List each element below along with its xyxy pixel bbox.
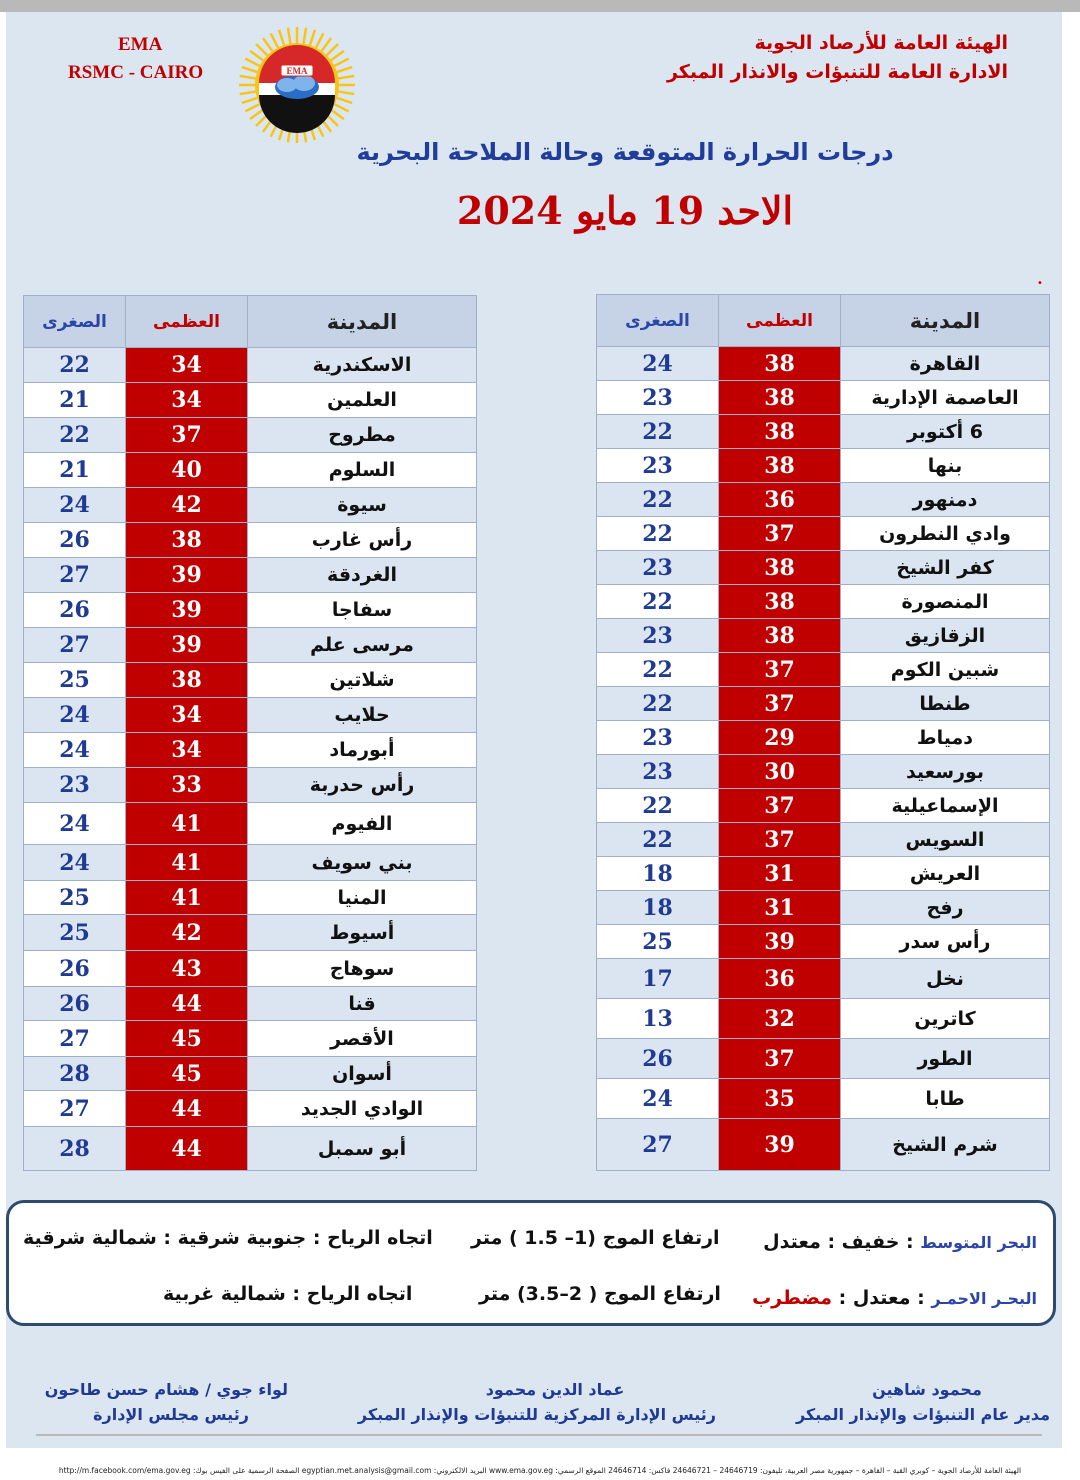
- max-temp-cell: 38: [719, 585, 841, 619]
- min-temp-cell: 22: [24, 418, 126, 453]
- red-wave-height: ارتفاع الموج ( 2–3.5) متر: [479, 1283, 721, 1305]
- table-row: [24, 987, 477, 1021]
- min-temp-cell: 18: [597, 891, 719, 925]
- max-temp-cell: 39: [126, 628, 248, 663]
- min-temp-cell: 27: [24, 1091, 126, 1127]
- min-temp-cell: 22: [597, 789, 719, 823]
- max-temp-cell: 38: [719, 347, 841, 381]
- table-row: [597, 755, 1050, 789]
- max-temp-cell: 31: [719, 857, 841, 891]
- table-row: [24, 881, 477, 915]
- max-temp-cell: 41: [126, 881, 248, 915]
- min-temp-cell: 28: [24, 1127, 126, 1171]
- min-temp-cell: 24: [24, 698, 126, 733]
- city-cell: المنصورة: [841, 585, 1050, 619]
- max-temp-cell: 39: [126, 558, 248, 593]
- table-row: [597, 823, 1050, 857]
- city-cell: الإسماعيلية: [841, 789, 1050, 823]
- max-temp-cell: 32: [719, 999, 841, 1039]
- min-temp-cell: 23: [24, 768, 126, 803]
- min-temp-cell: 25: [24, 915, 126, 951]
- city-cell: بنها: [841, 449, 1050, 483]
- col-header-max: العظمى: [126, 296, 248, 348]
- city-cell: سفاجا: [248, 593, 477, 628]
- table-row: [24, 663, 477, 698]
- max-temp-cell: 37: [719, 823, 841, 857]
- max-temp-cell: 37: [719, 1039, 841, 1079]
- city-cell: شرم الشيخ: [841, 1119, 1050, 1171]
- city-cell: كاترين: [841, 999, 1050, 1039]
- max-temp-cell: 34: [126, 348, 248, 383]
- max-temp-cell: 34: [126, 383, 248, 418]
- max-temp-cell: 41: [126, 845, 248, 881]
- max-temp-cell: 44: [126, 1127, 248, 1171]
- min-temp-cell: 22: [597, 687, 719, 721]
- table-row: [24, 558, 477, 593]
- table-row: [24, 1091, 477, 1127]
- city-cell: دمياط: [841, 721, 1050, 755]
- med-sea-label: البحر المتوسط: [920, 1233, 1037, 1252]
- table-row: [597, 347, 1050, 381]
- city-cell: حلايب: [248, 698, 477, 733]
- city-cell: وادي النطرون: [841, 517, 1050, 551]
- right-temperature-table: [596, 294, 1050, 1171]
- table-row: [24, 1057, 477, 1091]
- max-temp-cell: 38: [719, 449, 841, 483]
- min-temp-cell: 21: [24, 453, 126, 488]
- city-cell: سيوة: [248, 488, 477, 523]
- table-row: [24, 1021, 477, 1057]
- city-cell: القاهرة: [841, 347, 1050, 381]
- max-temp-cell: 37: [126, 418, 248, 453]
- min-temp-cell: 25: [597, 925, 719, 959]
- city-cell: رأس سدر: [841, 925, 1050, 959]
- max-temp-cell: 43: [126, 951, 248, 987]
- red-sea-label: البحـر الاحمـر: [931, 1289, 1037, 1308]
- min-temp-cell: 27: [597, 1119, 719, 1171]
- signature-director-title: مدير عام التنبؤات والإنذار المبكر: [795, 1405, 1050, 1424]
- max-temp-cell: 29: [719, 721, 841, 755]
- max-temp-cell: 35: [719, 1079, 841, 1119]
- signature-head-title: رئيس الإدارة المركزية للتنبؤات والإنذار المبكر: [357, 1405, 716, 1424]
- table-row: [597, 551, 1050, 585]
- sea-state-box: [6, 1200, 1056, 1326]
- min-temp-cell: 22: [597, 517, 719, 551]
- col-header-max: العظمى: [719, 295, 841, 347]
- city-cell: سوهاج: [248, 951, 477, 987]
- table-row: [597, 585, 1050, 619]
- signature-chairman-name: لواء جوي / هشام حسن طاحون: [44, 1380, 288, 1399]
- footer-contact: الهيئة العامة للأرصاد الجوية – كوبري القبة – القاهرة – جمهورية مصر العربية، تليفون: 24646719 – 24646721 فاكس: 24646714 الموقع الرسمي: www.ema.gov.eg البريد الالكتروني: egyptian.met.analysis@gmail.com الصفحة الرسمية على الفيس بوك: http://m.facebook.com/ema.gov.eg: [58, 1466, 1022, 1475]
- table-row: [24, 698, 477, 733]
- forecast-date: الاحد 19 مايو 2024: [456, 188, 794, 233]
- table-row: [24, 845, 477, 881]
- min-temp-cell: 24: [24, 803, 126, 845]
- table-row: [24, 453, 477, 488]
- city-cell: الاسكندرية: [248, 348, 477, 383]
- min-temp-cell: 13: [597, 999, 719, 1039]
- table-row: [597, 381, 1050, 415]
- table-row: [24, 803, 477, 845]
- min-temp-cell: 24: [597, 1079, 719, 1119]
- table-row: [597, 415, 1050, 449]
- min-temp-cell: 21: [24, 383, 126, 418]
- table-row: [597, 653, 1050, 687]
- table-row: [24, 1127, 477, 1171]
- authority-name: الهيئة العامة للأرصاد الجوية: [754, 32, 1008, 54]
- department-name: الادارة العامة للتنبؤات والانذار المبكر: [666, 61, 1008, 83]
- city-cell: الغردقة: [248, 558, 477, 593]
- city-cell: الوادي الجديد: [248, 1091, 477, 1127]
- min-temp-cell: 28: [24, 1057, 126, 1091]
- min-temp-cell: 24: [24, 733, 126, 768]
- med-sea-row: [763, 1231, 1037, 1253]
- table-row: [597, 857, 1050, 891]
- max-temp-cell: 42: [126, 488, 248, 523]
- max-temp-cell: 39: [719, 925, 841, 959]
- city-cell: الفيوم: [248, 803, 477, 845]
- ema-logo: [237, 25, 357, 145]
- city-cell: الطور: [841, 1039, 1050, 1079]
- max-temp-cell: 39: [126, 593, 248, 628]
- red-sea-state-rough: مضطرب: [752, 1287, 832, 1309]
- table-row: [24, 628, 477, 663]
- max-temp-cell: 38: [719, 551, 841, 585]
- min-temp-cell: 27: [24, 1021, 126, 1057]
- table-row: [24, 383, 477, 418]
- city-cell: شلاتين: [248, 663, 477, 698]
- min-temp-cell: 22: [597, 585, 719, 619]
- city-cell: رأس غارب: [248, 523, 477, 558]
- city-cell: السويس: [841, 823, 1050, 857]
- table-row: [597, 721, 1050, 755]
- col-header-min: الصغرى: [24, 296, 126, 348]
- table-row: [597, 687, 1050, 721]
- table-row: [597, 959, 1050, 999]
- city-cell: دمنهور: [841, 483, 1050, 517]
- min-temp-cell: 27: [24, 558, 126, 593]
- max-temp-cell: 38: [719, 381, 841, 415]
- max-temp-cell: 36: [719, 483, 841, 517]
- max-temp-cell: 45: [126, 1057, 248, 1091]
- min-temp-cell: 23: [597, 721, 719, 755]
- min-temp-cell: 17: [597, 959, 719, 999]
- table-row: [597, 891, 1050, 925]
- signature-head-name: عماد الدين محمود: [485, 1380, 625, 1399]
- city-cell: أبو سمبل: [248, 1127, 477, 1171]
- table-row: [24, 348, 477, 383]
- min-temp-cell: 22: [24, 348, 126, 383]
- small-dot: •: [1037, 278, 1043, 289]
- max-temp-cell: 38: [126, 663, 248, 698]
- min-temp-cell: 26: [24, 987, 126, 1021]
- med-wave-height: ارتفاع الموج (1– 1.5 ) متر: [471, 1227, 720, 1249]
- table-header-row: [24, 296, 477, 348]
- signature-director-name: محمود شاهين: [872, 1380, 982, 1399]
- signature-chairman-title: رئيس مجلس الإدارة: [93, 1405, 249, 1424]
- city-cell: أبورماد: [248, 733, 477, 768]
- min-temp-cell: 26: [24, 593, 126, 628]
- min-temp-cell: 25: [24, 663, 126, 698]
- city-cell: أسوان: [248, 1057, 477, 1091]
- max-temp-cell: 34: [126, 733, 248, 768]
- left-temperature-table: [23, 295, 477, 1171]
- table-row: [597, 449, 1050, 483]
- city-cell: قنا: [248, 987, 477, 1021]
- city-cell: العريش: [841, 857, 1050, 891]
- table-row: [24, 951, 477, 987]
- max-temp-cell: 38: [719, 415, 841, 449]
- med-sea-state: : خفيف : معتدل: [763, 1231, 914, 1253]
- min-temp-cell: 26: [24, 951, 126, 987]
- table-row: [24, 418, 477, 453]
- med-wind-direction: اتجاه الرياح : جنوبية شرقية : شمالية شرقية: [23, 1227, 433, 1249]
- city-cell: كفر الشيخ: [841, 551, 1050, 585]
- city-cell: بورسعيد: [841, 755, 1050, 789]
- max-temp-cell: 36: [719, 959, 841, 999]
- min-temp-cell: 24: [24, 488, 126, 523]
- city-cell: شبين الكوم: [841, 653, 1050, 687]
- rsmc-label: RSMC - CAIRO: [68, 62, 204, 83]
- min-temp-cell: 22: [597, 483, 719, 517]
- table-row: [597, 1039, 1050, 1079]
- table-row: [597, 925, 1050, 959]
- table-row: [24, 915, 477, 951]
- city-cell: مطروح: [248, 418, 477, 453]
- col-header-city: المدينة: [841, 295, 1050, 347]
- table-row: [24, 488, 477, 523]
- max-temp-cell: 31: [719, 891, 841, 925]
- max-temp-cell: 42: [126, 915, 248, 951]
- city-cell: العاصمة الإدارية: [841, 381, 1050, 415]
- max-temp-cell: 37: [719, 687, 841, 721]
- max-temp-cell: 37: [719, 517, 841, 551]
- min-temp-cell: 23: [597, 755, 719, 789]
- max-temp-cell: 37: [719, 653, 841, 687]
- max-temp-cell: 38: [126, 523, 248, 558]
- table-header-row: [597, 295, 1050, 347]
- red-sea-state: : معتدل :: [838, 1287, 925, 1309]
- city-cell: رفح: [841, 891, 1050, 925]
- min-temp-cell: 23: [597, 381, 719, 415]
- max-temp-cell: 37: [719, 789, 841, 823]
- city-cell: رأس حدربة: [248, 768, 477, 803]
- min-temp-cell: 25: [24, 881, 126, 915]
- max-temp-cell: 39: [719, 1119, 841, 1171]
- city-cell: أسيوط: [248, 915, 477, 951]
- table-row: [597, 789, 1050, 823]
- min-temp-cell: 18: [597, 857, 719, 891]
- logo-text: EMA: [286, 66, 308, 76]
- max-temp-cell: 33: [126, 768, 248, 803]
- table-row: [24, 593, 477, 628]
- table-row: [597, 1079, 1050, 1119]
- table-row: [597, 999, 1050, 1039]
- min-temp-cell: 24: [24, 845, 126, 881]
- city-cell: المنيا: [248, 881, 477, 915]
- min-temp-cell: 26: [24, 523, 126, 558]
- city-cell: 6 أكتوبر: [841, 415, 1050, 449]
- max-temp-cell: 38: [719, 619, 841, 653]
- red-wind-direction: اتجاه الرياح : شمالية غربية: [163, 1283, 413, 1305]
- max-temp-cell: 40: [126, 453, 248, 488]
- footer-divider: [36, 1434, 1042, 1436]
- max-temp-cell: 44: [126, 1091, 248, 1127]
- min-temp-cell: 22: [597, 415, 719, 449]
- min-temp-cell: 27: [24, 628, 126, 663]
- min-temp-cell: 23: [597, 619, 719, 653]
- city-cell: الزقازيق: [841, 619, 1050, 653]
- table-row: [24, 768, 477, 803]
- min-temp-cell: 26: [597, 1039, 719, 1079]
- table-row: [597, 1119, 1050, 1171]
- col-header-min: الصغرى: [597, 295, 719, 347]
- city-cell: مرسى علم: [248, 628, 477, 663]
- col-header-city: المدينة: [248, 296, 477, 348]
- max-temp-cell: 44: [126, 987, 248, 1021]
- table-row: [597, 483, 1050, 517]
- table-row: [597, 517, 1050, 551]
- red-sea-row: [752, 1287, 1037, 1309]
- city-cell: السلوم: [248, 453, 477, 488]
- min-temp-cell: 24: [597, 347, 719, 381]
- city-cell: طابا: [841, 1079, 1050, 1119]
- city-cell: نخل: [841, 959, 1050, 999]
- city-cell: الأقصر: [248, 1021, 477, 1057]
- max-temp-cell: 41: [126, 803, 248, 845]
- table-row: [24, 523, 477, 558]
- page-title: درجات الحرارة المتوقعة وحالة الملاحة البحرية: [356, 138, 894, 166]
- table-row: [24, 733, 477, 768]
- max-temp-cell: 30: [719, 755, 841, 789]
- min-temp-cell: 22: [597, 653, 719, 687]
- min-temp-cell: 23: [597, 551, 719, 585]
- table-row: [597, 619, 1050, 653]
- min-temp-cell: 22: [597, 823, 719, 857]
- city-cell: طنطا: [841, 687, 1050, 721]
- min-temp-cell: 23: [597, 449, 719, 483]
- city-cell: العلمين: [248, 383, 477, 418]
- max-temp-cell: 45: [126, 1021, 248, 1057]
- max-temp-cell: 34: [126, 698, 248, 733]
- city-cell: بني سويف: [248, 845, 477, 881]
- top-bar: [0, 0, 1080, 12]
- ema-acronym: EMA: [118, 34, 163, 55]
